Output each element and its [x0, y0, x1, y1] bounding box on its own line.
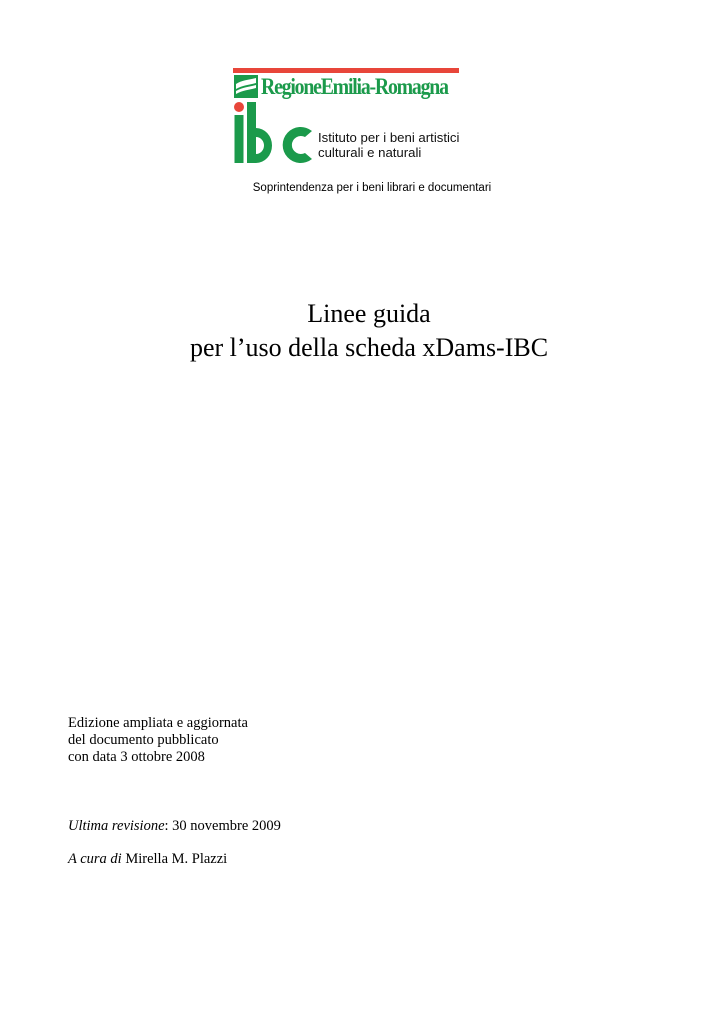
curator-line	[68, 851, 227, 868]
revision-separator: :	[164, 818, 169, 834]
title-line-2: per l’uso della scheda xDams-IBC	[189, 333, 549, 362]
title-line-1: Linee guida	[307, 299, 431, 328]
regione-emilia-romagna-emblem-icon	[234, 75, 258, 98]
region-name-wordmark: RegioneEmilia-Romagna	[261, 74, 448, 99]
document-title	[0, 297, 724, 365]
revision-line	[68, 818, 281, 835]
edition-line-1: Edizione ampliata e aggiornata	[68, 715, 248, 731]
revision-date: 30 novembre 2009	[168, 818, 281, 834]
header-logo-block	[233, 68, 461, 168]
edition-line-2: del documento pubblicato	[68, 732, 219, 748]
ibc-description	[318, 130, 459, 160]
superintendency-name: Soprintendenza per i beni librari e documentari	[252, 182, 492, 194]
curator-label: A cura di	[68, 851, 122, 867]
ibc-description-line-1: Istituto per i beni artistici	[318, 130, 460, 145]
ibc-description-line-2: culturali e naturali	[318, 145, 422, 160]
revision-label: Ultima revisione	[68, 818, 165, 834]
edition-note	[68, 715, 248, 766]
curator-name: Mirella M. Plazzi	[121, 851, 228, 867]
ibc-logo-icon	[233, 101, 313, 165]
edition-line-3: con data 3 ottobre 2008	[68, 749, 205, 765]
